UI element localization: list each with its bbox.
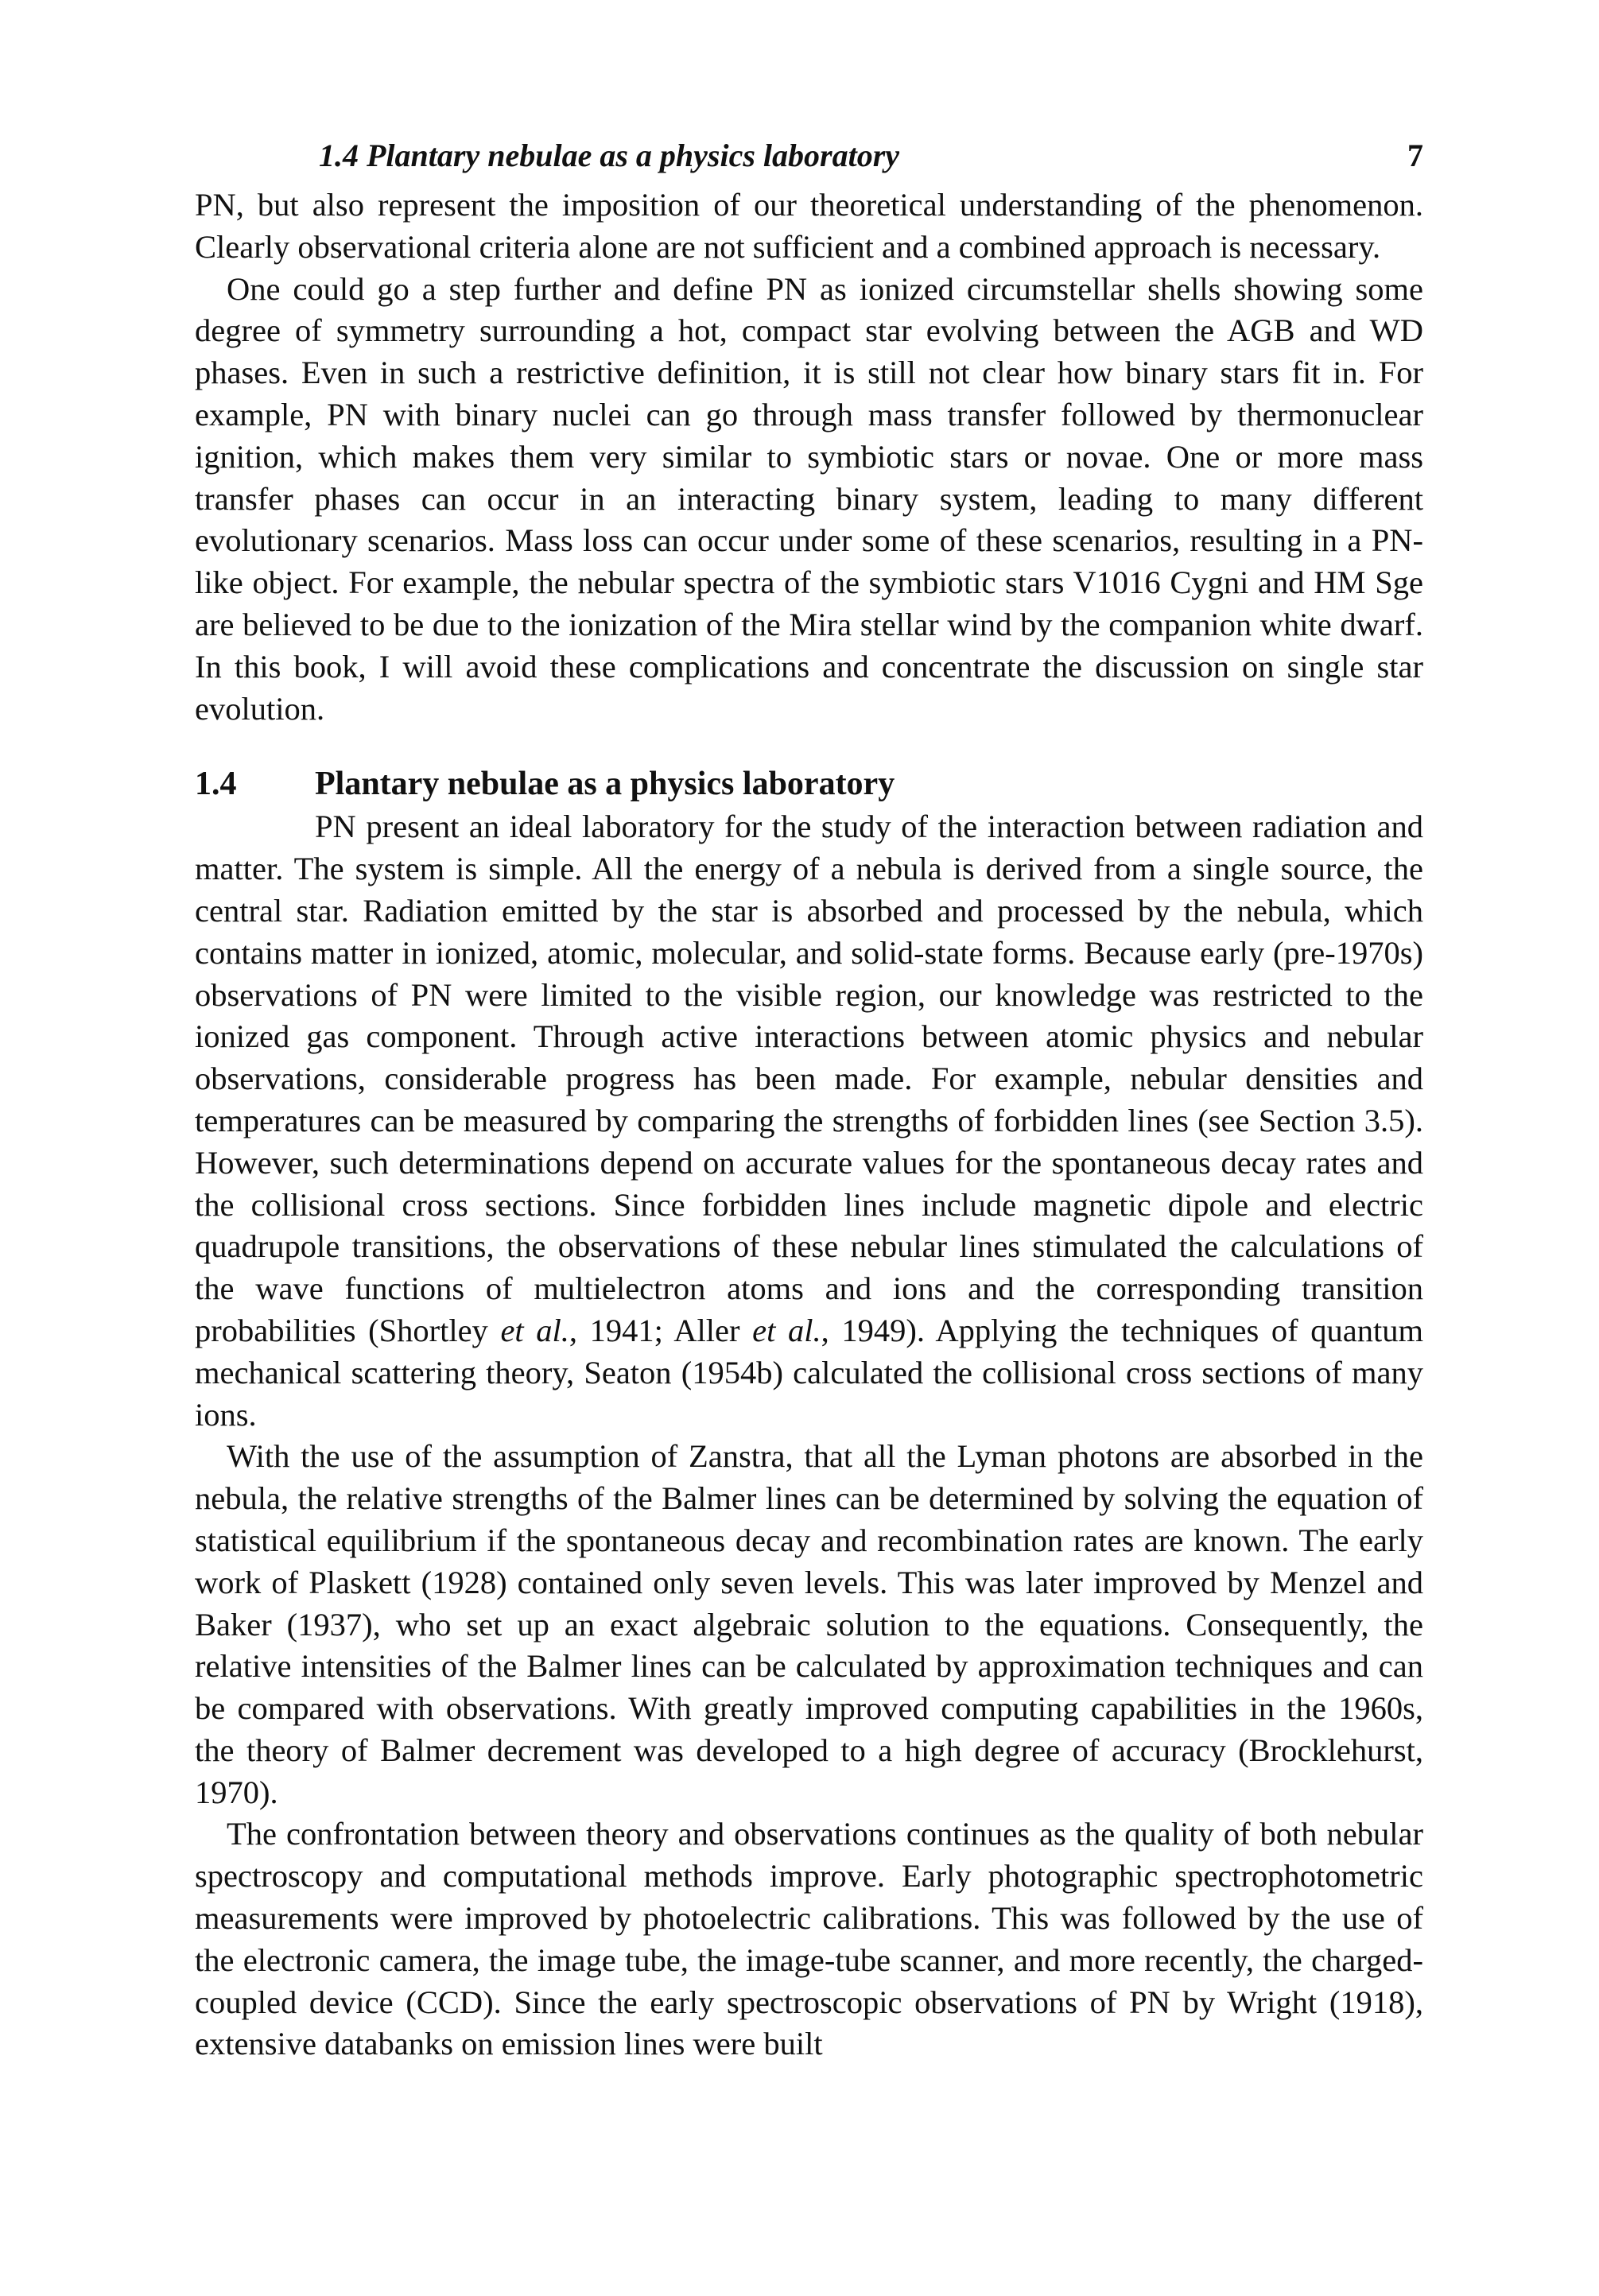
paragraph-text: , 1949). Applying the techniques of quantum mechanical scattering theory, Seaton (1954b) calculated the collisional cross sections of many ions.: [195, 1312, 1423, 1433]
book-page: [195, 134, 1423, 2065]
paragraph-balmer-lines: With the use of the assumption of Zanstra, that all the Lyman photons are absorbed in the nebula, the relative strengths of the Balmer lines can be determined by solving the equation of statistical equilibrium if the spontaneous decay and recombination rates are known. The early work of Plaskett (1928) contained only seven levels. This was later improved by Menzel and Baker (1937), who set up an exact algebraic solution to the equations. Consequently, the relative intensities of the Balmer lines can be calculated by approximation techniques and can be compared with observations. With greatly improved computing capabilities in the 1960s, the theory of Balmer decrement was developed to a high degree of accuracy (Brocklehurst, 1970).: [195, 1438, 1423, 1810]
section-title: Plantary nebulae as a physics laboratory: [315, 766, 895, 803]
body-text: [195, 184, 1423, 2065]
section-number: 1.4: [195, 766, 237, 803]
et-al-citation: et al.: [752, 1312, 821, 1348]
paragraph-text: PN present an ideal laboratory for the study of the interaction between radiation and matter. The system is simple. All the energy of a nebula is derived from a single source, the central star. Radiation emitted by the star is absorbed and processed by the nebula, which contains matter in ionized, atomic, molecular, and solid-state forms. Because early (pre-1970s) observations of PN were limited to the visible region, our knowledge was restricted to the ionized gas component. Through active interactions between atomic physics and nebular observations, considerable progress has been made. For example, nebular densities and temperatures can be measured by comparing the strengths of forbidden lines (see Section 3.5). However, such determinations depend on accurate values for the spontaneous decay rates and the collisional cross sections. Since forbidden lines include magnetic dipole and electric quadrupole transitions, the observations of these nebular lines stimulated the calculations of the wave functions of multielectron atoms and ions and the corresponding transition probabilities (Shortley: [195, 809, 1423, 1348]
paragraph-continued: PN, but also represent the imposition of our theoretical understanding of the phenomenon. Clearly observational criteria alone are not sufficient and a combined approach is necessary.: [195, 187, 1423, 265]
paragraph-text: , 1941; Aller: [569, 1312, 753, 1348]
running-head-title: 1.4 Plantary nebulae as a physics laboratory: [319, 138, 900, 173]
et-al-citation: et al.: [500, 1312, 569, 1348]
paragraph-physics-laboratory: [195, 806, 1423, 1436]
paragraph-pn-definition: One could go a step further and define PN as ionized circumstellar shells showing some degree of symmetry surrounding a hot, compact star evolving between the AGB and WD phases. Even in such a restrictive definition, it is still not clear how binary stars fit in. For example, PN with binary nuclei can go through mass transfer followed by thermonuclear ignition, which makes them very similar to symbiotic stars or novae. One or more mass transfer phases can occur in an interacting binary system, leading to many different evolutionary scenarios. Mass loss can occur under some of these scenarios, resulting in a PN-like object. For example, the nebular spectra of the symbiotic stars V1016 Cygni and HM Sge are believed to be due to the ionization of the Mira stellar wind by the companion white dwarf. In this book, I will avoid these complications and concentrate the discussion on single star evolution.: [195, 270, 1423, 727]
page-number: 7: [1407, 138, 1423, 173]
running-head: [195, 134, 1423, 178]
paragraph-theory-observations: The confrontation between theory and observations continues as the quality of both nebular spectroscopy and computational methods improve. Early photographic spectrophotometric measurements were improved by photoelectric calibrations. This was followed by the use of the electronic camera, the image tube, the image-tube scanner, and more recently, the charged-coupled device (CCD). Since the early spectroscopic observations of PN by Wright (1918), extensive databanks on emission lines were built: [195, 1816, 1423, 2062]
section-heading: [195, 762, 1423, 806]
